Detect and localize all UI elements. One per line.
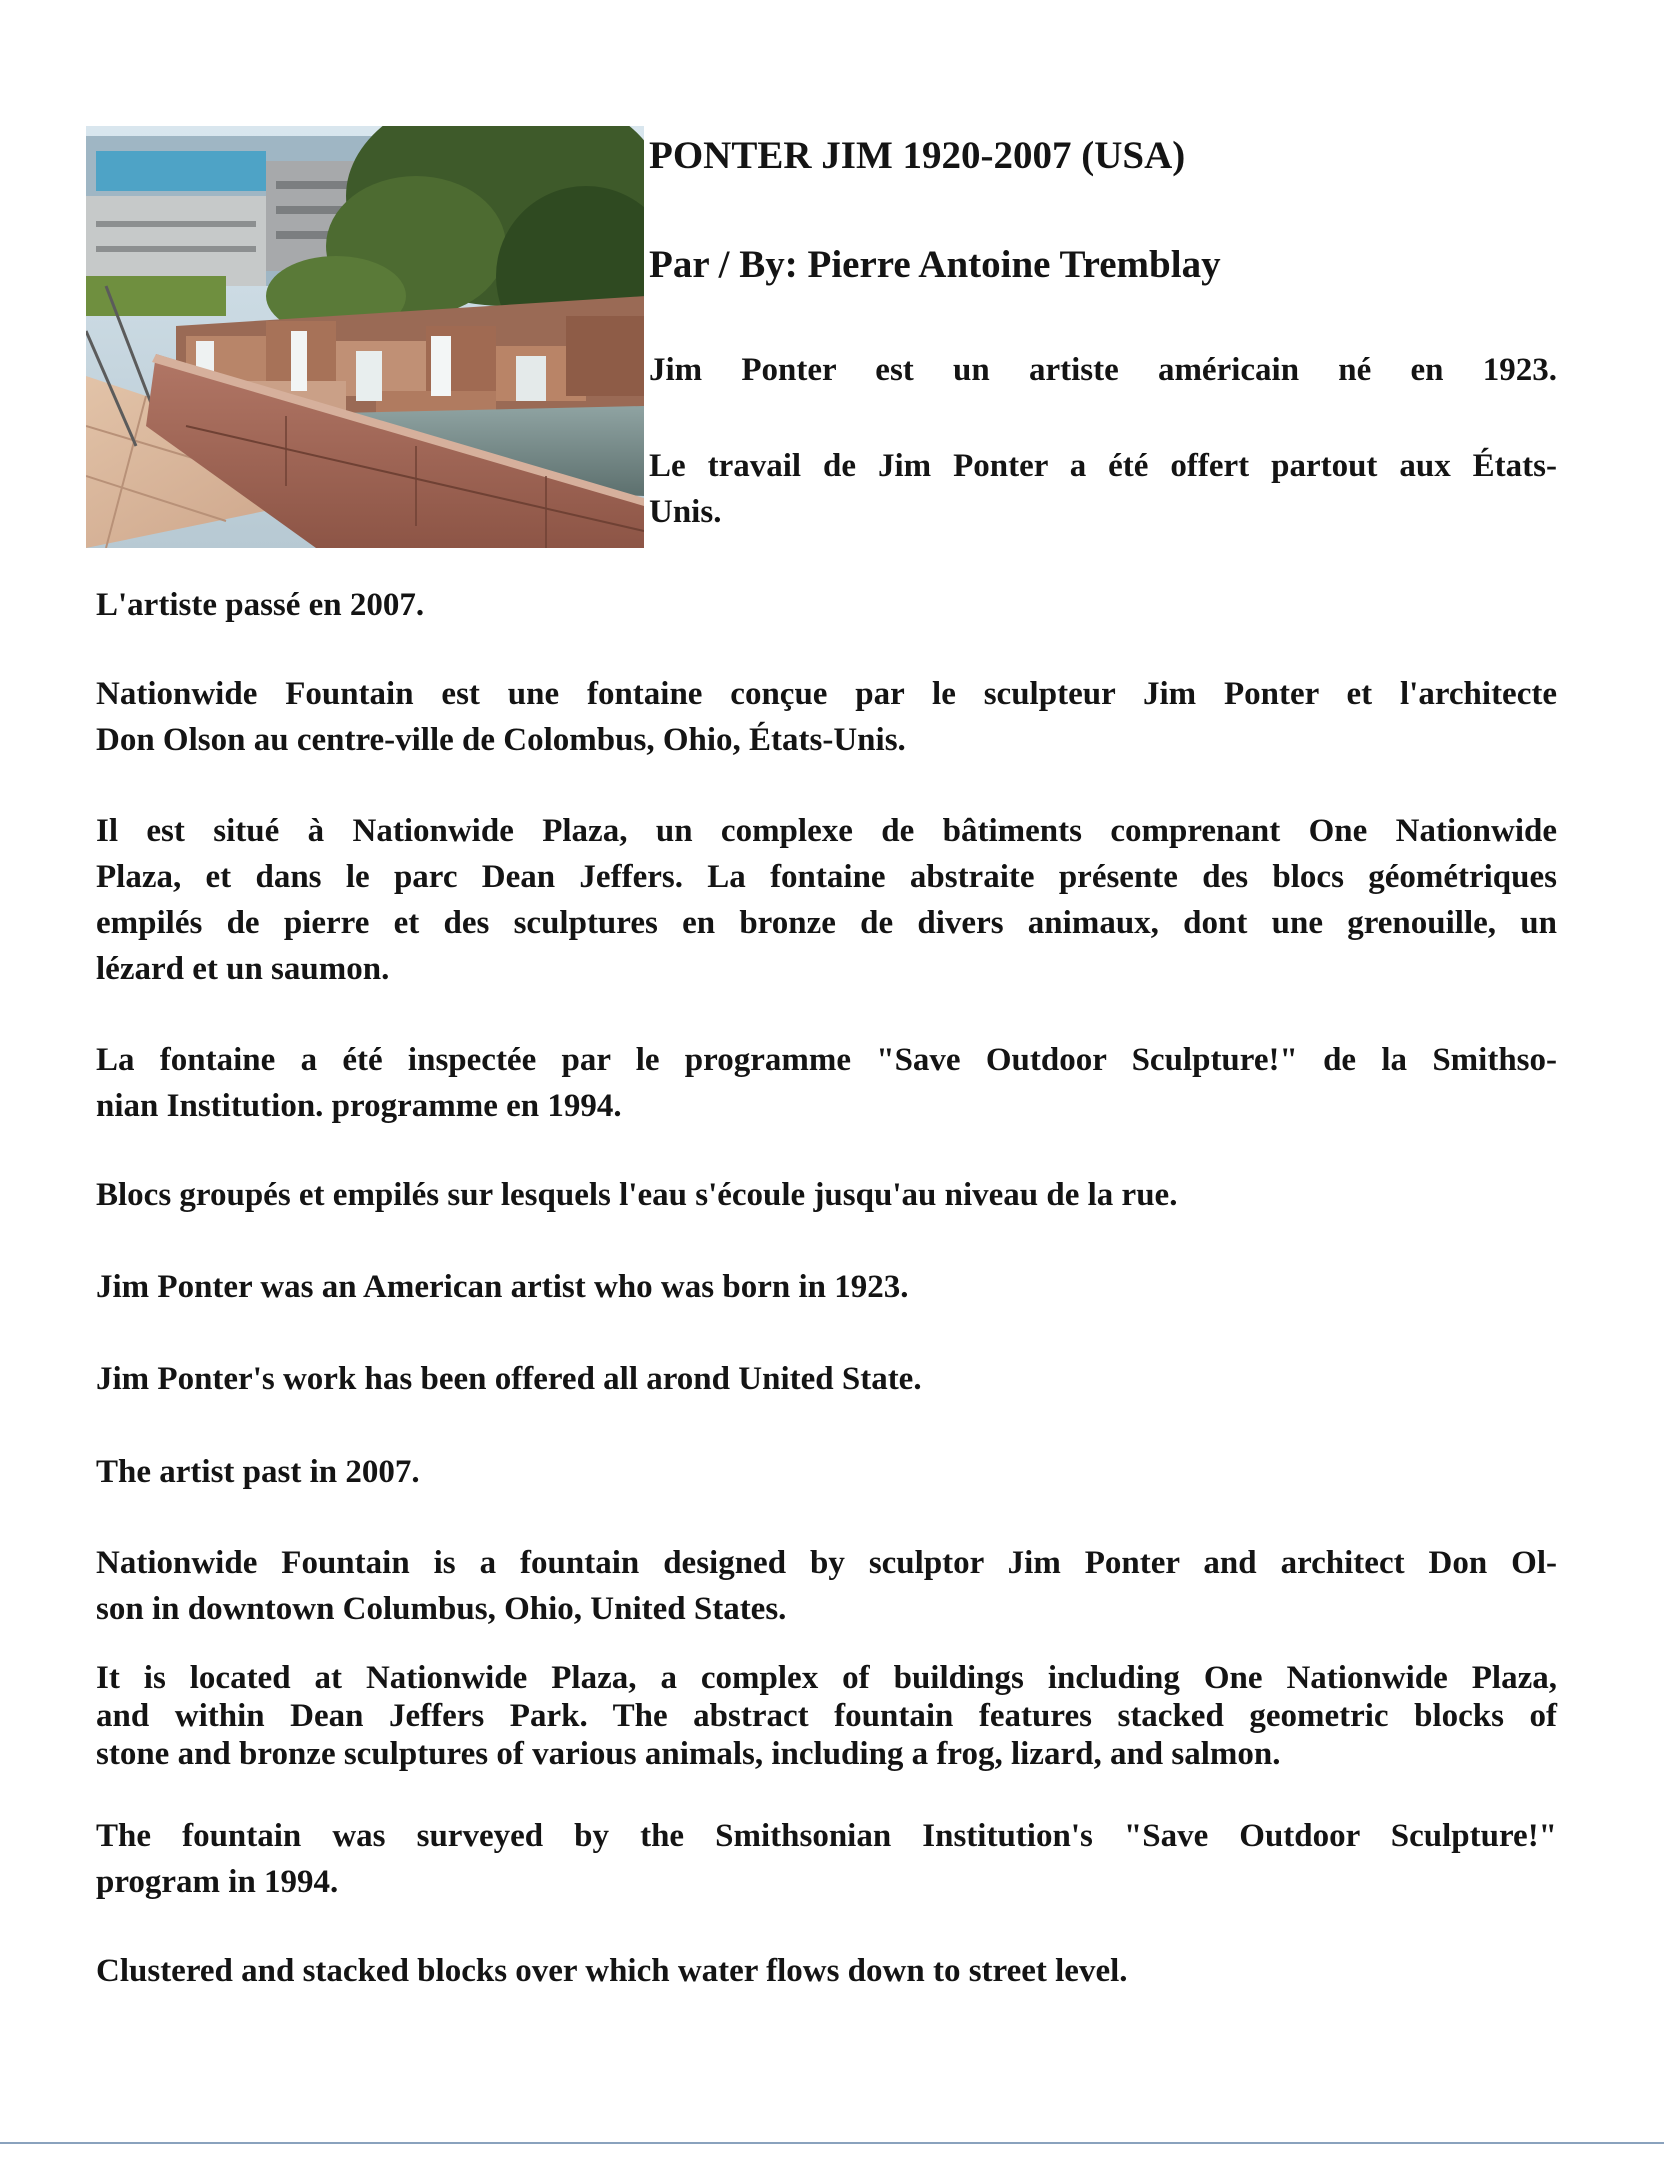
fr-survey-line-1: La fontaine a été inspectée par le programme "Save Outdoor Sculpture!" de la Smithso- (96, 1042, 1557, 1078)
en-blocks-paragraph: Clustered and stacked blocks over which water flows down to street level. (96, 1953, 1128, 1989)
fr-plaza-line-4: lézard et un saumon. (96, 951, 390, 987)
author-byline: Par / By: Pierre Antoine Tremblay (649, 243, 1221, 286)
page-bottom-rule (0, 2142, 1664, 2144)
fr-fountain-line-1: Nationwide Fountain est une fontaine conçue par le sculpteur Jim Ponter et l'architecte (96, 676, 1557, 712)
fr-death-paragraph: L'artiste passé en 2007. (96, 587, 425, 623)
fr-survey-line-2: nian Institution. programme en 1994. (96, 1088, 622, 1124)
fr-intro-line-1: Jim Ponter est un artiste américain né en 1923. (649, 352, 1557, 388)
en-plaza-line-1: It is located at Nationwide Plaza, a complex of buildings including One Nationwide Plaza, (96, 1660, 1557, 1696)
fountain-photo-graphic (86, 126, 644, 548)
fountain-photo (86, 126, 644, 548)
en-survey-line-2: program in 1994. (96, 1864, 339, 1900)
en-born-paragraph: Jim Ponter was an American artist who was born in 1923. (96, 1269, 909, 1305)
en-fountain-line-1: Nationwide Fountain is a fountain designed by sculptor Jim Ponter and architect Don Ol- (96, 1545, 1557, 1581)
en-fountain-line-2: son in downtown Columbus, Ohio, United States. (96, 1591, 787, 1627)
document-title: PONTER JIM 1920-2007 (USA) (649, 134, 1186, 177)
fr-plaza-line-1: Il est situé à Nationwide Plaza, un complexe de bâtiments comprenant One Nationwide (96, 813, 1557, 849)
en-work-paragraph: Jim Ponter's work has been offered all arond United State. (96, 1361, 922, 1397)
fr-intro-line-2b: Unis. (649, 494, 722, 530)
fr-blocks-paragraph: Blocs groupés et empilés sur lesquels l'eau s'écoule jusqu'au niveau de la rue. (96, 1177, 1178, 1213)
fr-plaza-line-2: Plaza, et dans le parc Dean Jeffers. La fontaine abstraite présente des blocs géométriques (96, 859, 1557, 895)
fr-fountain-line-2: Don Olson au centre-ville de Colombus, Ohio, États-Unis. (96, 722, 906, 758)
en-death-paragraph: The artist past in 2007. (96, 1454, 420, 1490)
fr-plaza-line-3: empilés de pierre et des sculptures en bronze de divers animaux, dont une grenouille, un (96, 905, 1557, 941)
fr-intro-line-2a: Le travail de Jim Ponter a été offert partout aux États- (649, 448, 1557, 484)
en-survey-line-1: The fountain was surveyed by the Smithsonian Institution's "Save Outdoor Sculpture!" (96, 1818, 1557, 1854)
en-plaza-line-2: and within Dean Jeffers Park. The abstract fountain features stacked geometric blocks of (96, 1698, 1557, 1734)
en-plaza-line-3: stone and bronze sculptures of various animals, including a frog, lizard, and salmon. (96, 1736, 1281, 1772)
